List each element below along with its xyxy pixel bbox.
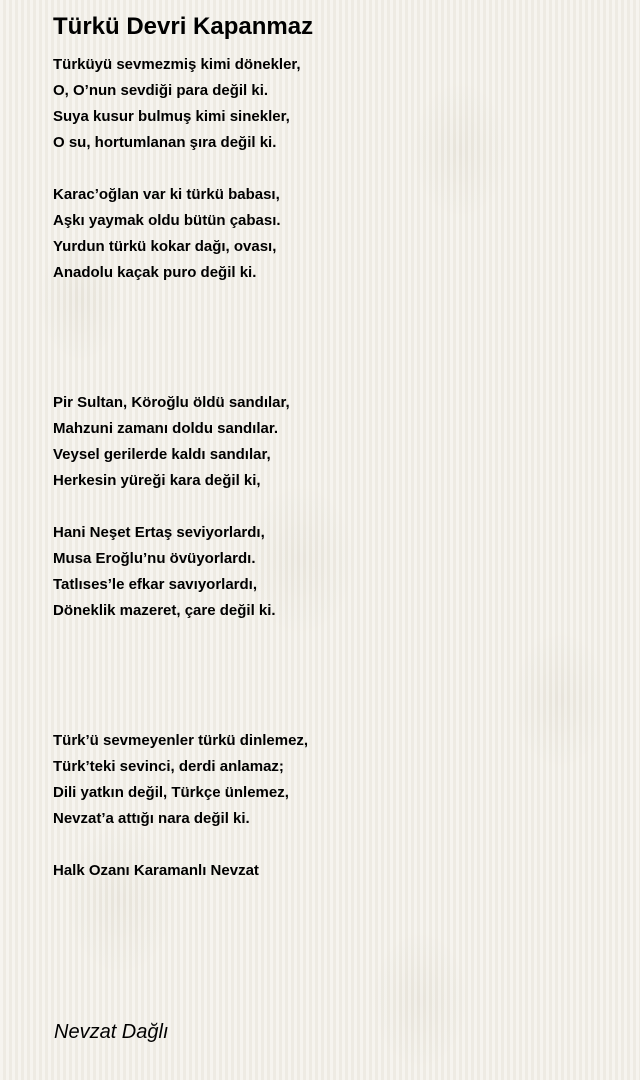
poem-line: Anadolu kaçak puro değil ki. — [53, 264, 257, 281]
poem-line: Suya kusur bulmuş kimi sinekler, — [53, 108, 290, 125]
poem-signature: Halk Ozanı Karamanlı Nevzat — [53, 862, 259, 879]
poem-line: Veysel gerilerde kaldı sandılar, — [53, 446, 271, 463]
poem-body — [53, 52, 613, 884]
poem-line: Dili yatkın değil, Türkçe ünlemez, — [53, 784, 289, 801]
poem-line: O, O’nun sevdiği para değil ki. — [53, 82, 269, 99]
stanza-gap — [53, 286, 613, 390]
poem-title: Türkü Devri Kapanmaz — [53, 13, 314, 40]
poem-line: Döneklik mazeret, çare değil ki. — [53, 602, 276, 619]
poem-line: Herkesin yüreği kara değil ki, — [53, 472, 261, 489]
stanza-5 — [53, 728, 613, 832]
stanza-3 — [53, 390, 613, 494]
stanza-gap — [53, 832, 613, 858]
poem-line: Pir Sultan, Köroğlu öldü sandılar, — [53, 394, 290, 411]
poem-line: O su, hortumlanan şıra değil ki. — [53, 134, 277, 151]
stanza-4 — [53, 520, 613, 624]
poem-line: Yurdun türkü kokar dağı, ovası, — [53, 238, 277, 255]
poem-line: Karac’oğlan var ki türkü babası, — [53, 186, 280, 203]
poem-line: Mahzuni zamanı doldu sandılar. — [53, 420, 279, 437]
poem-line: Türk’ü sevmeyenler türkü dinlemez, — [53, 732, 309, 749]
stanza-gap — [53, 156, 613, 182]
poem-line: Türk’teki sevinci, derdi anlamaz; — [53, 758, 284, 775]
poem-line: Musa Eroğlu’nu övüyorlardı. — [53, 550, 256, 567]
poem-line: Aşkı yaymak oldu bütün çabası. — [53, 212, 281, 229]
poem-line: Hani Neşet Ertaş seviyorlardı, — [53, 524, 265, 541]
poem-line: Türküyü sevmezmiş kimi dönekler, — [53, 56, 301, 73]
poem-line: Nevzat’a attığı nara değil ki. — [53, 810, 250, 827]
stanza-gap — [53, 624, 613, 728]
stanza-gap — [53, 494, 613, 520]
author-name[interactable]: Nevzat Dağlı — [54, 1021, 169, 1043]
stanza-1 — [53, 52, 613, 156]
stanza-2 — [53, 182, 613, 286]
poem-line: Tatlıses’le efkar savıyorlardı, — [53, 576, 258, 593]
